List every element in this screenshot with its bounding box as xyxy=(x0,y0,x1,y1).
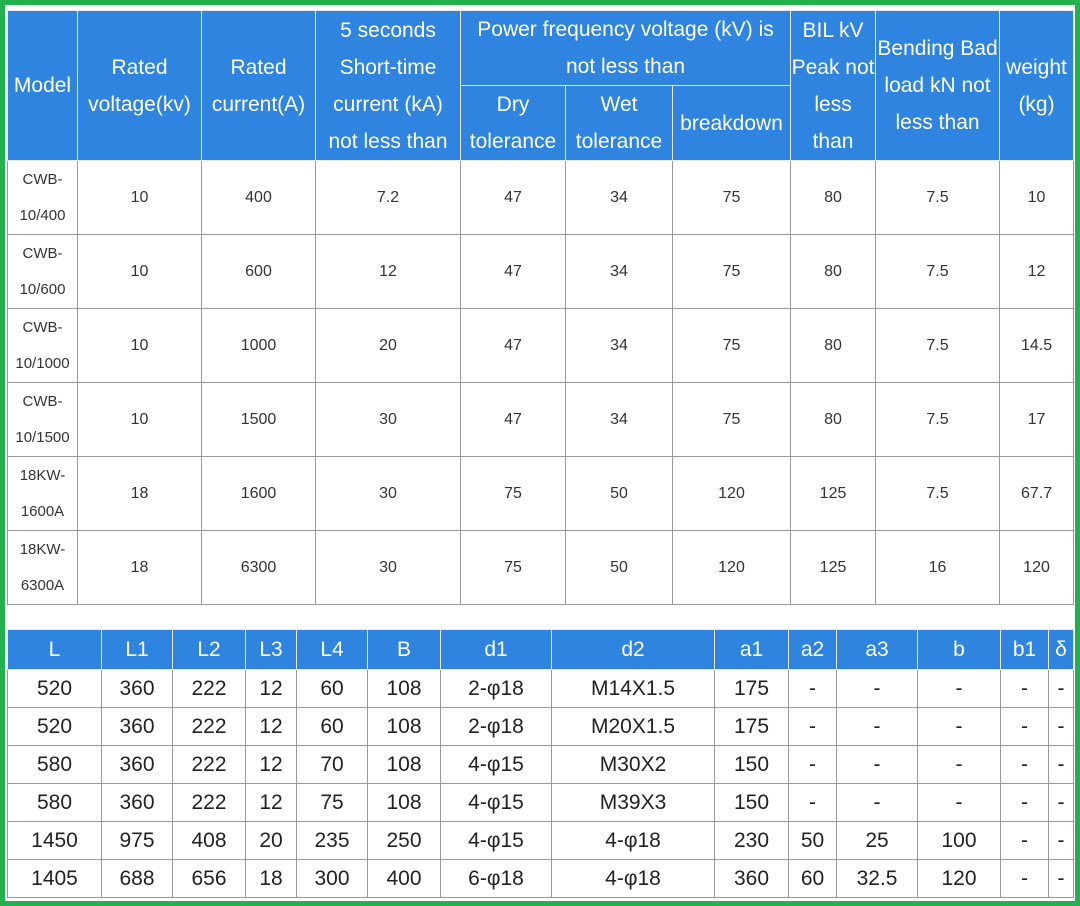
dimension-cell: 70 xyxy=(297,746,368,784)
header-wet-tolerance: Wet tolerance xyxy=(566,86,673,161)
dimension-table-row xyxy=(8,708,1074,746)
dimension-header-cell: a3 xyxy=(837,630,918,670)
dimension-header-cell: a2 xyxy=(789,630,837,670)
spec-cell: 120 xyxy=(1000,531,1074,605)
dimension-cell: 4-φ15 xyxy=(441,784,552,822)
spec-cell: 47 xyxy=(461,235,566,309)
spec-cell: 400 xyxy=(202,161,316,235)
dimension-cell: 222 xyxy=(173,746,246,784)
spec-cell: 10 xyxy=(78,161,202,235)
dimension-cell: - xyxy=(789,670,837,708)
spec-cell: 7.5 xyxy=(876,457,1000,531)
dimension-cell: 60 xyxy=(297,708,368,746)
dimension-cell: 2-φ18 xyxy=(441,708,552,746)
spec-cell: 18 xyxy=(78,457,202,531)
dimension-cell: - xyxy=(1049,784,1074,822)
dimension-cell: 150 xyxy=(715,784,789,822)
dimension-cell: 1450 xyxy=(8,822,102,860)
spec-cell: 7.5 xyxy=(876,309,1000,383)
header-power-frequency-voltage: Power frequency voltage (kV) is not less than xyxy=(461,11,791,86)
dimension-header-cell: d1 xyxy=(441,630,552,670)
dimension-cell: 4-φ18 xyxy=(552,822,715,860)
dimension-table xyxy=(7,629,1074,898)
dimension-table-body xyxy=(8,670,1074,898)
dimension-cell: 580 xyxy=(8,784,102,822)
spec-table-row xyxy=(8,235,1074,309)
dimension-cell: 360 xyxy=(715,860,789,898)
dimension-cell: 12 xyxy=(246,708,297,746)
dimension-cell: 108 xyxy=(368,670,441,708)
spec-cell: 7.2 xyxy=(316,161,461,235)
dimension-cell: 250 xyxy=(368,822,441,860)
dimension-cell: - xyxy=(1001,670,1049,708)
dimension-cell: - xyxy=(789,708,837,746)
spec-cell: 34 xyxy=(566,309,673,383)
dimension-cell: 18 xyxy=(246,860,297,898)
spec-cell: 34 xyxy=(566,235,673,309)
dimension-cell: - xyxy=(1049,670,1074,708)
dimension-header-cell: δ xyxy=(1049,630,1074,670)
spec-cell: 7.5 xyxy=(876,161,1000,235)
header-bil: BIL kV Peak not less than xyxy=(791,11,876,161)
dimension-header-cell: d2 xyxy=(552,630,715,670)
spec-cell: 10 xyxy=(1000,161,1074,235)
dimension-cell: 222 xyxy=(173,784,246,822)
spec-table-header xyxy=(8,11,1074,161)
spec-cell: 16 xyxy=(876,531,1000,605)
dimension-cell: - xyxy=(1049,860,1074,898)
dimension-cell: 108 xyxy=(368,784,441,822)
spec-cell: 47 xyxy=(461,309,566,383)
spec-cell: 125 xyxy=(791,457,876,531)
spec-cell: 120 xyxy=(673,531,791,605)
spec-cell: 6300 xyxy=(202,531,316,605)
dimension-table-header xyxy=(8,630,1074,670)
spec-table-row xyxy=(8,309,1074,383)
dimension-cell: 520 xyxy=(8,670,102,708)
dimension-cell: - xyxy=(1049,822,1074,860)
header-rated-voltage: Rated voltage(kv) xyxy=(78,11,202,161)
dimension-cell: 580 xyxy=(8,746,102,784)
model-cell: CWB-10/600 xyxy=(8,235,78,309)
spec-cell: 1500 xyxy=(202,383,316,457)
dimension-cell: 2-φ18 xyxy=(441,670,552,708)
dimension-cell: 6-φ18 xyxy=(441,860,552,898)
dimension-cell: 656 xyxy=(173,860,246,898)
spec-table-row xyxy=(8,531,1074,605)
header-weight: weight (kg) xyxy=(1000,11,1074,161)
dimension-header-cell: L3 xyxy=(246,630,297,670)
header-short-time-current: 5 seconds Short-time current (kA) not less than xyxy=(316,11,461,161)
dimension-cell: 4-φ15 xyxy=(441,822,552,860)
dimension-cell: 1405 xyxy=(8,860,102,898)
dimension-cell: 12 xyxy=(246,746,297,784)
spec-cell: 17 xyxy=(1000,383,1074,457)
dimension-cell: 408 xyxy=(173,822,246,860)
spec-cell: 14.5 xyxy=(1000,309,1074,383)
dimension-cell: M30X2 xyxy=(552,746,715,784)
spec-cell: 75 xyxy=(673,161,791,235)
dimension-header-cell: b xyxy=(918,630,1001,670)
dimension-cell: - xyxy=(1001,860,1049,898)
dimension-cell: 50 xyxy=(789,822,837,860)
document-frame xyxy=(5,5,1075,901)
spec-cell: 50 xyxy=(566,457,673,531)
dimension-cell: 230 xyxy=(715,822,789,860)
spec-cell: 30 xyxy=(316,457,461,531)
spec-table xyxy=(7,10,1074,605)
dimension-cell: 235 xyxy=(297,822,368,860)
dimension-header-cell: L xyxy=(8,630,102,670)
dimension-cell: 360 xyxy=(102,784,173,822)
spec-cell: 7.5 xyxy=(876,235,1000,309)
dimension-table-row xyxy=(8,860,1074,898)
spec-cell: 75 xyxy=(673,309,791,383)
dimension-table-row xyxy=(8,784,1074,822)
dimension-cell: 60 xyxy=(297,670,368,708)
spec-cell: 12 xyxy=(316,235,461,309)
dimension-cell: 20 xyxy=(246,822,297,860)
spec-cell: 30 xyxy=(316,531,461,605)
model-cell: 18KW-1600A xyxy=(8,457,78,531)
dimension-cell: - xyxy=(918,746,1001,784)
dimension-cell: 520 xyxy=(8,708,102,746)
dimension-cell: M20X1.5 xyxy=(552,708,715,746)
spec-cell: 80 xyxy=(791,235,876,309)
dimension-cell: 120 xyxy=(918,860,1001,898)
model-cell: CWB-10/1000 xyxy=(8,309,78,383)
dimension-cell: 4-φ15 xyxy=(441,746,552,784)
dimension-header-cell: B xyxy=(368,630,441,670)
spec-cell: 80 xyxy=(791,383,876,457)
dimension-cell: 222 xyxy=(173,708,246,746)
spec-cell: 1000 xyxy=(202,309,316,383)
dimension-header-cell: L4 xyxy=(297,630,368,670)
dimension-header-cell: L1 xyxy=(102,630,173,670)
header-dry-tolerance: Dry tolerance xyxy=(461,86,566,161)
dimension-cell: 360 xyxy=(102,670,173,708)
table-separator xyxy=(5,617,1075,627)
spec-cell: 75 xyxy=(461,531,566,605)
spec-cell: 10 xyxy=(78,383,202,457)
dimension-cell: - xyxy=(1001,784,1049,822)
spec-cell: 34 xyxy=(566,383,673,457)
dimension-header-cell: L2 xyxy=(173,630,246,670)
header-breakdown: breakdown xyxy=(673,86,791,161)
dimension-cell: - xyxy=(789,746,837,784)
spec-table-row xyxy=(8,457,1074,531)
spec-cell: 75 xyxy=(673,383,791,457)
dimension-cell: 300 xyxy=(297,860,368,898)
dimension-cell: M39X3 xyxy=(552,784,715,822)
spec-cell: 80 xyxy=(791,161,876,235)
dimension-cell: - xyxy=(837,670,918,708)
dimension-cell: 100 xyxy=(918,822,1001,860)
dimension-cell: - xyxy=(837,784,918,822)
dimension-cell: 360 xyxy=(102,708,173,746)
dimension-cell: - xyxy=(789,784,837,822)
spec-cell: 30 xyxy=(316,383,461,457)
dimension-cell: - xyxy=(918,784,1001,822)
spec-cell: 10 xyxy=(78,235,202,309)
model-cell: CWB-10/1500 xyxy=(8,383,78,457)
spec-cell: 47 xyxy=(461,161,566,235)
spec-cell: 12 xyxy=(1000,235,1074,309)
dimension-cell: 975 xyxy=(102,822,173,860)
dimension-cell: - xyxy=(837,708,918,746)
dimension-cell: - xyxy=(1001,708,1049,746)
spec-cell: 75 xyxy=(673,235,791,309)
dimension-table-row xyxy=(8,670,1074,708)
dimension-cell: - xyxy=(918,670,1001,708)
dimension-cell: 688 xyxy=(102,860,173,898)
dimension-header-cell: b1 xyxy=(1001,630,1049,670)
dimension-cell: 175 xyxy=(715,670,789,708)
header-rated-current: Rated current(A) xyxy=(202,11,316,161)
spec-cell: 18 xyxy=(78,531,202,605)
header-model: Model xyxy=(8,11,78,161)
header-bending-load: Bending Bad load kN not less than xyxy=(876,11,1000,161)
dimension-cell: 360 xyxy=(102,746,173,784)
spec-cell: 20 xyxy=(316,309,461,383)
spec-table-row xyxy=(8,383,1074,457)
spec-cell: 7.5 xyxy=(876,383,1000,457)
dimension-cell: 12 xyxy=(246,784,297,822)
spec-table-row xyxy=(8,161,1074,235)
spec-table-body xyxy=(8,161,1074,605)
dimension-cell: 12 xyxy=(246,670,297,708)
spec-cell: 1600 xyxy=(202,457,316,531)
dimension-cell: - xyxy=(1049,746,1074,784)
dimension-cell: 108 xyxy=(368,708,441,746)
dimension-cell: - xyxy=(1001,746,1049,784)
dimension-cell: - xyxy=(918,708,1001,746)
spec-cell: 75 xyxy=(461,457,566,531)
dimension-table-row xyxy=(8,746,1074,784)
dimension-cell: M14X1.5 xyxy=(552,670,715,708)
spec-cell: 67.7 xyxy=(1000,457,1074,531)
dimension-cell: 222 xyxy=(173,670,246,708)
dimension-cell: 25 xyxy=(837,822,918,860)
spec-cell: 47 xyxy=(461,383,566,457)
model-cell: CWB-10/400 xyxy=(8,161,78,235)
dimension-cell: - xyxy=(1001,822,1049,860)
spec-cell: 10 xyxy=(78,309,202,383)
dimension-table-row xyxy=(8,822,1074,860)
dimension-cell: 175 xyxy=(715,708,789,746)
spec-cell: 34 xyxy=(566,161,673,235)
dimension-cell: 75 xyxy=(297,784,368,822)
dimension-header-cell: a1 xyxy=(715,630,789,670)
dimension-cell: 400 xyxy=(368,860,441,898)
dimension-cell: 108 xyxy=(368,746,441,784)
dimension-cell: 4-φ18 xyxy=(552,860,715,898)
spec-cell: 50 xyxy=(566,531,673,605)
model-cell: 18KW-6300A xyxy=(8,531,78,605)
spec-cell: 125 xyxy=(791,531,876,605)
spec-cell: 80 xyxy=(791,309,876,383)
spec-cell: 120 xyxy=(673,457,791,531)
dimension-cell: 60 xyxy=(789,860,837,898)
dimension-cell: - xyxy=(837,746,918,784)
spec-cell: 600 xyxy=(202,235,316,309)
dimension-cell: 150 xyxy=(715,746,789,784)
dimension-cell: 32.5 xyxy=(837,860,918,898)
dimension-cell: - xyxy=(1049,708,1074,746)
